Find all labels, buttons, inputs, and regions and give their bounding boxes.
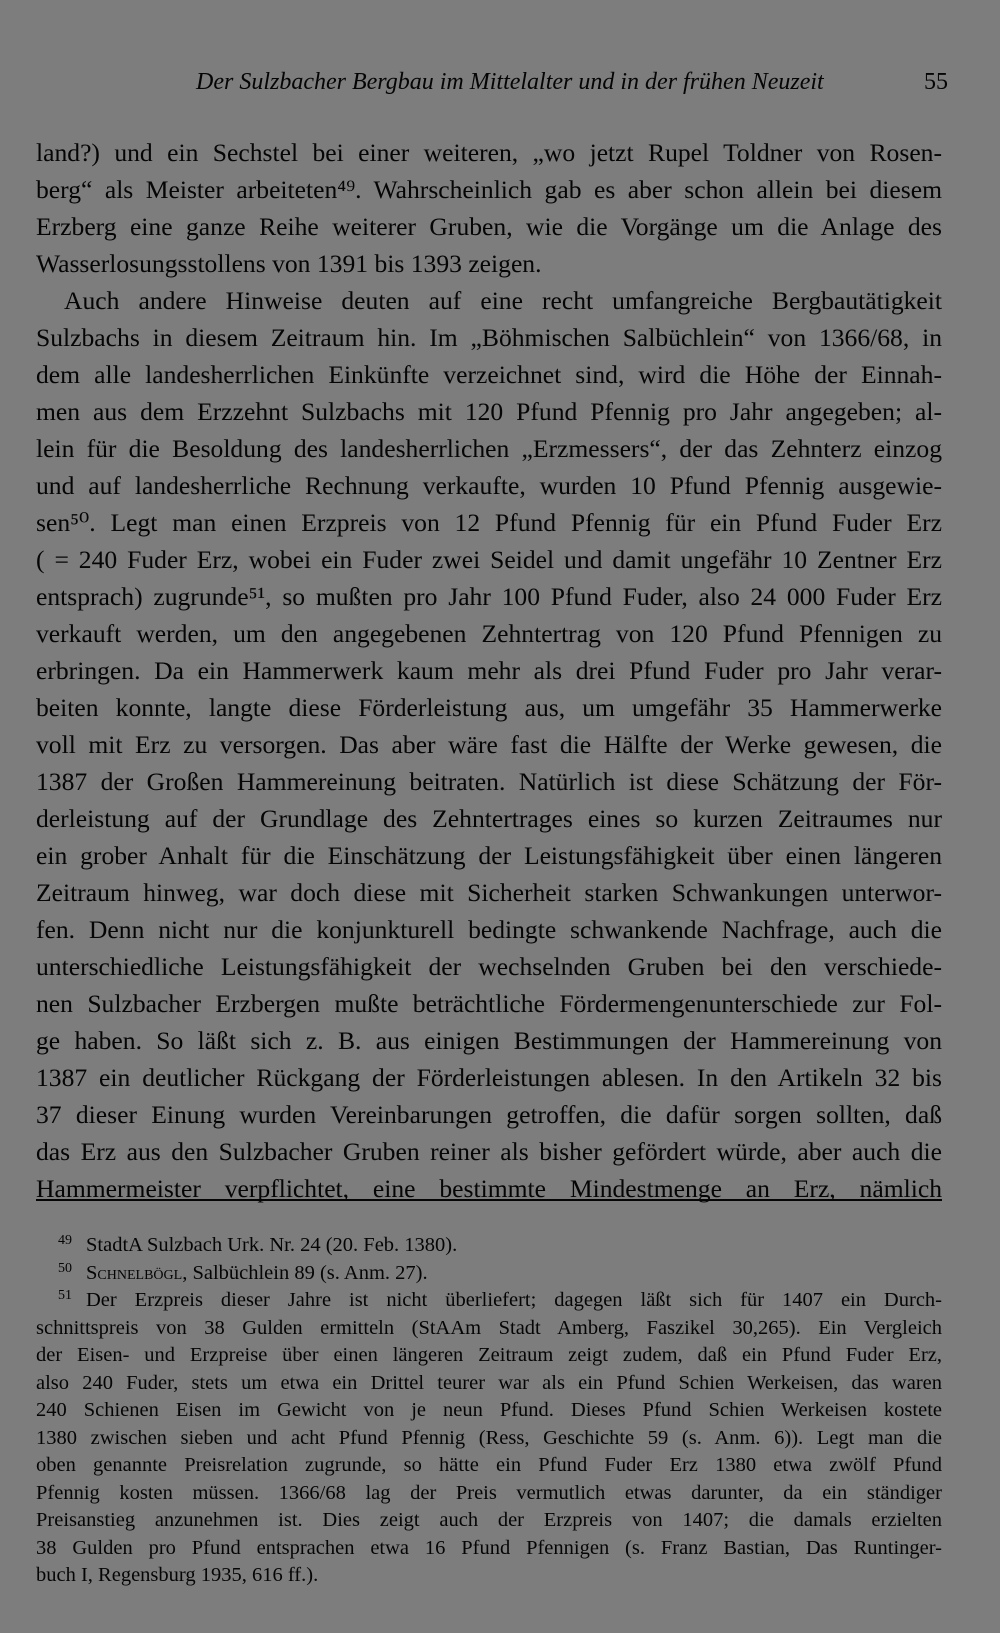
- text-line: Hammermeister verpflichtet, eine bestimmte Mindestmenge an Erz, nämlich: [36, 1174, 942, 1203]
- text-line: Zeitraum hinweg, war doch diese mit Sicherheit starken Schwankungen unterwor-: [36, 878, 942, 907]
- text-line: voll mit Erz zu versorgen. Das aber wäre fast die Hälfte der Werke gewesen, die: [36, 730, 942, 759]
- footnote-line: 38 Gulden pro Pfund entsprachen etwa 16 Pfund Pfennigen (s. Franz Bastian, Das Runtinger-: [36, 1536, 942, 1559]
- text-line: verkauft werden, um den angegebenen Zehntertrag von 120 Pfund Pfennigen zu: [36, 619, 942, 648]
- footnote-author: Schnelbögl: [86, 1261, 183, 1284]
- text-line: ge haben. So läßt sich z. B. aus einigen Bestimmungen der Hammereinung von: [36, 1026, 942, 1055]
- footnote-text: , Salbüchlein 89 (s. Anm. 27).: [182, 1261, 428, 1284]
- text-line: Erzberg eine ganze Reihe weiterer Gruben, wie die Vorgänge um die Anlage des: [36, 212, 942, 241]
- footnote-separator: [36, 1199, 942, 1201]
- main-text: [36, 134, 942, 1207]
- footnote-text: StadtA Sulzbach Urk. Nr. 24 (20. Feb. 1380).: [86, 1234, 458, 1256]
- text-line: 37 dieser Einung wurden Vereinbarungen getroffen, die dafür sorgen sollten, daß: [36, 1100, 942, 1129]
- text-line: Auch andere Hinweise deuten auf eine recht umfangreiche Bergbautätigkeit: [64, 286, 942, 315]
- text-line: dem alle landesherrlichen Einkünfte verzeichnet sind, wird die Höhe der Einnah-: [36, 360, 942, 389]
- footnote-50: [36, 1260, 942, 1288]
- text-line: 1387 ein deutlicher Rückgang der Förderleistungen ablesen. In den Artikeln 32 bis: [36, 1063, 942, 1092]
- page-number: 55: [924, 69, 948, 95]
- footnote-line: 240 Schienen Eisen im Gewicht von je neun Pfund. Dieses Pfund Schien Werkeisen kostete: [36, 1399, 942, 1421]
- footnote-number: 51: [58, 1288, 72, 1303]
- text-line: nen Sulzbacher Erzbergen mußte beträchtliche Fördermengenunterschiede zur Fol-: [36, 989, 942, 1018]
- text-line: ( = 240 Fuder Erz, wobei ein Fuder zwei Seidel und damit ungefähr 10 Zentner Erz: [36, 545, 942, 574]
- footnote-line: buch I, Regensburg 1935, 616 ff.).: [36, 1564, 319, 1586]
- footnote-line: 1380 zwischen sieben und acht Pfund Pfennig (Ress, Geschichte 59 (s. Anm. 6)). Legt man die: [36, 1426, 942, 1449]
- footnote-line: also 240 Fuder, stets um etwa ein Drittel teurer war als ein Pfund Schien Werkeisen, das waren: [36, 1371, 942, 1394]
- text-line: beiten konnte, langte diese Förderleistung aus, um umgefähr 35 Hammerwerke: [36, 693, 942, 722]
- footnote-line: schnittspreis von 38 Gulden ermitteln (StAAm Stadt Amberg, Faszikel 30,265). Ein Vergleich: [36, 1316, 942, 1339]
- footnote-line: Preisanstieg anzunehmen ist. Dies zeigt auch der Erzpreis von 1407; die damals erzielten: [36, 1509, 942, 1531]
- footnote-line: oben genannte Preisrelation zugrunde, so hätte ein Pfund Fuder Erz 1380 etwa zwölf Pfund: [36, 1454, 942, 1476]
- footnotes: [36, 1232, 942, 1590]
- text-line: land?) und ein Sechstel bei einer weiteren, „wo jetzt Rupel Toldner von Rosen-: [36, 138, 942, 167]
- footnote-49: [36, 1232, 942, 1260]
- text-line: Wasserlosungsstollens von 1391 bis 1393 zeigen.: [36, 249, 542, 278]
- text-line: und auf landesherrliche Rechnung verkaufte, wurden 10 Pfund Pfennig ausgewie-: [36, 471, 942, 500]
- text-line: derleistung auf der Grundlage des Zehntertrages eines so kurzen Zeitraumes nur: [36, 804, 942, 833]
- text-line: erbringen. Da ein Hammerwerk kaum mehr als drei Pfund Fuder pro Jahr verar-: [36, 656, 942, 685]
- running-header: [36, 62, 948, 102]
- running-title: Der Sulzbacher Bergbau im Mittelalter und in der frühen Neuzeit: [196, 69, 824, 95]
- text-line: 1387 der Großen Hammereinung beitraten. Natürlich ist diese Schätzung der För-: [36, 767, 942, 796]
- footnote-51: [36, 1287, 942, 1315]
- text-line: das Erz aus den Sulzbacher Gruben reiner als bisher gefördert würde, aber auch die: [36, 1137, 942, 1166]
- text-line: fen. Denn nicht nur die konjunkturell bedingte schwankende Nachfrage, auch die: [36, 915, 942, 944]
- text-line: lein für die Besoldung des landesherrlichen „Erzmessers“, der das Zehnterz einzog: [36, 434, 942, 463]
- footnote-line: Pfennig kosten müssen. 1366/68 lag der Preis vermutlich etwas darunter, da ein ständiger: [36, 1481, 942, 1504]
- text-line: entsprach) zugrunde⁵¹, so mußten pro Jahr 100 Pfund Fuder, also 24 000 Fuder Erz: [36, 582, 942, 611]
- text-line: sen⁵⁰. Legt man einen Erzpreis von 12 Pfund Pfennig für ein Pfund Fuder Erz: [36, 508, 942, 537]
- text-line: men aus dem Erzzehnt Sulzbachs mit 120 Pfund Pfennig pro Jahr angegeben; al-: [36, 397, 942, 426]
- footnote-line: der Eisen- und Erzpreise über einen längeren Zeitraum zeigt zudem, daß ein Pfund Fuder Erz,: [36, 1344, 942, 1366]
- text-line: Sulzbachs in diesem Zeitraum hin. Im „Böhmischen Salbüchlein“ von 1366/68, in: [36, 323, 942, 352]
- footnote-number: 49: [58, 1233, 72, 1248]
- text-line: unterschiedliche Leistungsfähigkeit der wechselnden Gruben bei den verschiede-: [36, 952, 942, 981]
- footnote-number: 50: [58, 1260, 72, 1276]
- footnote-text: Der Erzpreis dieser Jahre ist nicht überliefert; dagegen läßt sich für 1407 ein Durch-: [86, 1289, 942, 1311]
- text-line: ein grober Anhalt für die Einschätzung der Leistungsfähigkeit über einen längeren: [36, 841, 942, 870]
- text-line: berg“ als Meister arbeiteten⁴⁹. Wahrscheinlich gab es aber schon allein bei diesem: [36, 175, 942, 204]
